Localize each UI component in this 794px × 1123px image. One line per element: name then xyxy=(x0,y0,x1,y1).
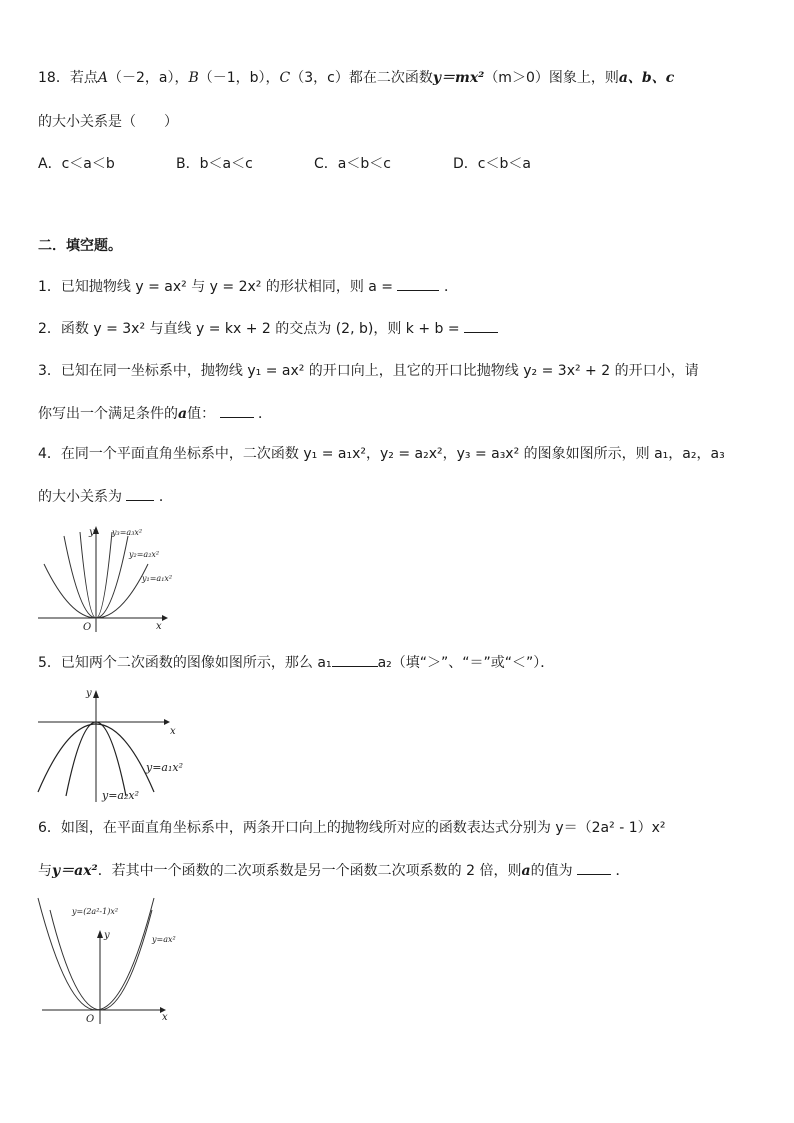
curve-label-2a2-1: y=(2a²-1)x² xyxy=(72,907,119,916)
curve-label-y1: y₁=a₁x² xyxy=(142,574,173,583)
q18-option-d[interactable]: D．c＜b＜a xyxy=(453,156,531,172)
q4-line1: 4．在同一个平面直角坐标系中，二次函数 y₁ = a₁x²，y₂ = a₂x²，y₃ = a₃x² 的图象如图所示，则 a₁，a₂，a₃ xyxy=(38,446,725,462)
point-a: A xyxy=(97,70,108,86)
q6-line2 xyxy=(38,860,629,881)
x-axis-label: x xyxy=(162,1012,168,1023)
origin-label: O xyxy=(83,622,92,633)
y-axis-arrow-icon xyxy=(97,930,103,938)
q18-function: y＝mx² xyxy=(432,70,485,86)
x-axis-label: x xyxy=(156,621,162,632)
q3-line2 xyxy=(38,403,272,424)
q18-vars: a、b、c xyxy=(618,70,675,86)
q6-text: 与 xyxy=(38,863,52,879)
q1-line xyxy=(38,276,458,297)
x-axis-label: x xyxy=(170,726,176,737)
y-axis-label: y xyxy=(104,930,110,941)
q18-line2: 的大小关系是（ ） xyxy=(38,114,178,130)
x-axis-arrow-icon xyxy=(164,719,170,725)
q1-answer-blank[interactable] xyxy=(397,276,439,291)
q18-text: 若点 xyxy=(69,70,98,86)
q5-text-b: （填“＞”、“＝”或“＜”）． xyxy=(391,655,555,671)
q6-end: ． xyxy=(615,863,630,879)
q18-option-b[interactable]: B．b＜a＜c xyxy=(176,156,253,172)
q18-line1 xyxy=(38,68,674,88)
q6-var: a xyxy=(521,863,531,879)
q18-number: 18． xyxy=(38,70,70,86)
x-axis-arrow-icon xyxy=(162,615,168,621)
curve-label-y3: y₃=a₃x² xyxy=(112,528,143,537)
point-b: B xyxy=(188,70,199,86)
q6-function: y＝ax² xyxy=(52,863,98,879)
q18-option-c[interactable]: C．a＜b＜c xyxy=(314,156,391,172)
q4-end: ． xyxy=(158,489,173,505)
q2-line xyxy=(38,318,498,339)
q4-text: 的大小关系为 xyxy=(38,489,122,505)
q3-text-b: 值： xyxy=(187,406,216,422)
q4-answer-blank[interactable] xyxy=(126,486,154,501)
q4-line2 xyxy=(38,486,173,507)
q2-text: 2．函数 y = 3x² 与直线 y = kx + 2 的交点为 (2, b)，则 k + b = xyxy=(38,321,460,337)
q3-line1: 3．已知在同一坐标系中，抛物线 y₁ = ax² 的开口向上，且它的开口比抛物线 y₂ = 3x² + 2 的开口小，请 xyxy=(38,363,699,379)
q18-condition: （m＞0） xyxy=(484,70,549,86)
point-b-coords: （－1，b）， xyxy=(198,70,280,86)
q5-line xyxy=(38,652,554,673)
q18-text-c: 图象上，则 xyxy=(548,70,619,86)
q4-graph xyxy=(36,522,176,634)
y-axis-arrow-icon xyxy=(93,690,99,698)
q18-option-a[interactable]: A．c＜a＜b xyxy=(38,156,115,172)
q18-text-b: 都在二次函数 xyxy=(348,70,433,86)
q3-text: 你写出一个满足条件的 xyxy=(38,406,178,422)
section-title: 二．填空题。 xyxy=(38,238,122,254)
q5-a1: a₁ xyxy=(317,655,332,671)
y-axis-label: y xyxy=(89,527,95,538)
q6-text-b: ．若其中一个函数的二次项系数是另一个函数二次项系数的 2 倍，则 xyxy=(97,863,522,879)
origin-label: O xyxy=(86,1014,95,1025)
q6-graph xyxy=(34,896,184,1028)
q1-end: ． xyxy=(443,279,458,295)
q6-text-c: 的值为 xyxy=(530,863,573,879)
curve-label-y2: y₂=a₂x² xyxy=(129,550,160,559)
q5-graph xyxy=(36,684,196,804)
q6-line1: 6．如图，在平面直角坐标系中，两条开口向上的抛物线所对应的函数表达式分别为 y＝（2a² - 1）x² xyxy=(38,820,666,836)
q1-text: 1．已知抛物线 y = ax² 与 y = 2x² 的形状相同，则 a = xyxy=(38,279,394,295)
point-c: C xyxy=(279,70,291,86)
q5-text: 5．已知两个二次函数的图像如图所示，那么 xyxy=(38,655,313,671)
q2-answer-blank[interactable] xyxy=(464,318,498,333)
curve-label-ax2: y=ax² xyxy=(152,935,176,944)
point-a-coords: （－2，a）， xyxy=(107,70,189,86)
q6-answer-blank[interactable] xyxy=(577,860,611,875)
point-c-coords: （3，c） xyxy=(290,70,349,86)
curve-label-a1: y=a₁x² xyxy=(146,761,184,774)
curve-label-a2: y=a₂x² xyxy=(102,789,140,802)
y-axis-label: y xyxy=(86,688,92,699)
q5-a2: a₂ xyxy=(377,655,392,671)
q5-answer-blank[interactable] xyxy=(332,652,378,667)
q3-end: ． xyxy=(257,406,272,422)
q3-answer-blank[interactable] xyxy=(220,403,254,418)
parabola-ax2 xyxy=(50,910,152,1010)
q3-var: a xyxy=(178,406,188,422)
